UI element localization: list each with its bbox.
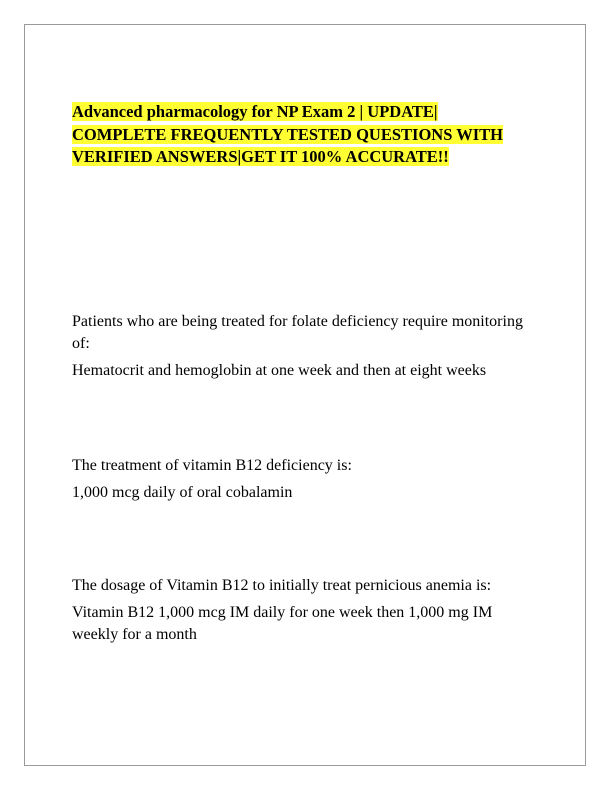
question-text: The treatment of vitamin B12 deficiency is: xyxy=(72,457,352,474)
qa-item-b12-treatment xyxy=(72,455,542,504)
answer-text: Vitamin B12 1,000 mcg IM daily for one week then 1,000 mg IM weekly for a month xyxy=(72,604,493,643)
question-text: The dosage of Vitamin B12 to initially treat pernicious anemia is: xyxy=(72,577,492,594)
document-title-block xyxy=(72,101,532,169)
question-text: Patients who are being treated for folate deficiency require monitoring of: xyxy=(72,313,523,352)
document-title: Advanced pharmacology for NP Exam 2 | UPDATE| COMPLETE FREQUENTLY TESTED QUESTIONS WITH VERIFIED ANSWERS|GET IT 100% ACCURATE!! xyxy=(72,102,503,166)
answer-text: Hematocrit and hemoglobin at one week and then at eight weeks xyxy=(72,362,487,379)
qa-item-pernicious-anemia-dosage xyxy=(72,575,542,646)
answer-text: 1,000 mcg daily of oral cobalamin xyxy=(72,484,293,501)
qa-item-folate-monitoring xyxy=(72,311,542,382)
